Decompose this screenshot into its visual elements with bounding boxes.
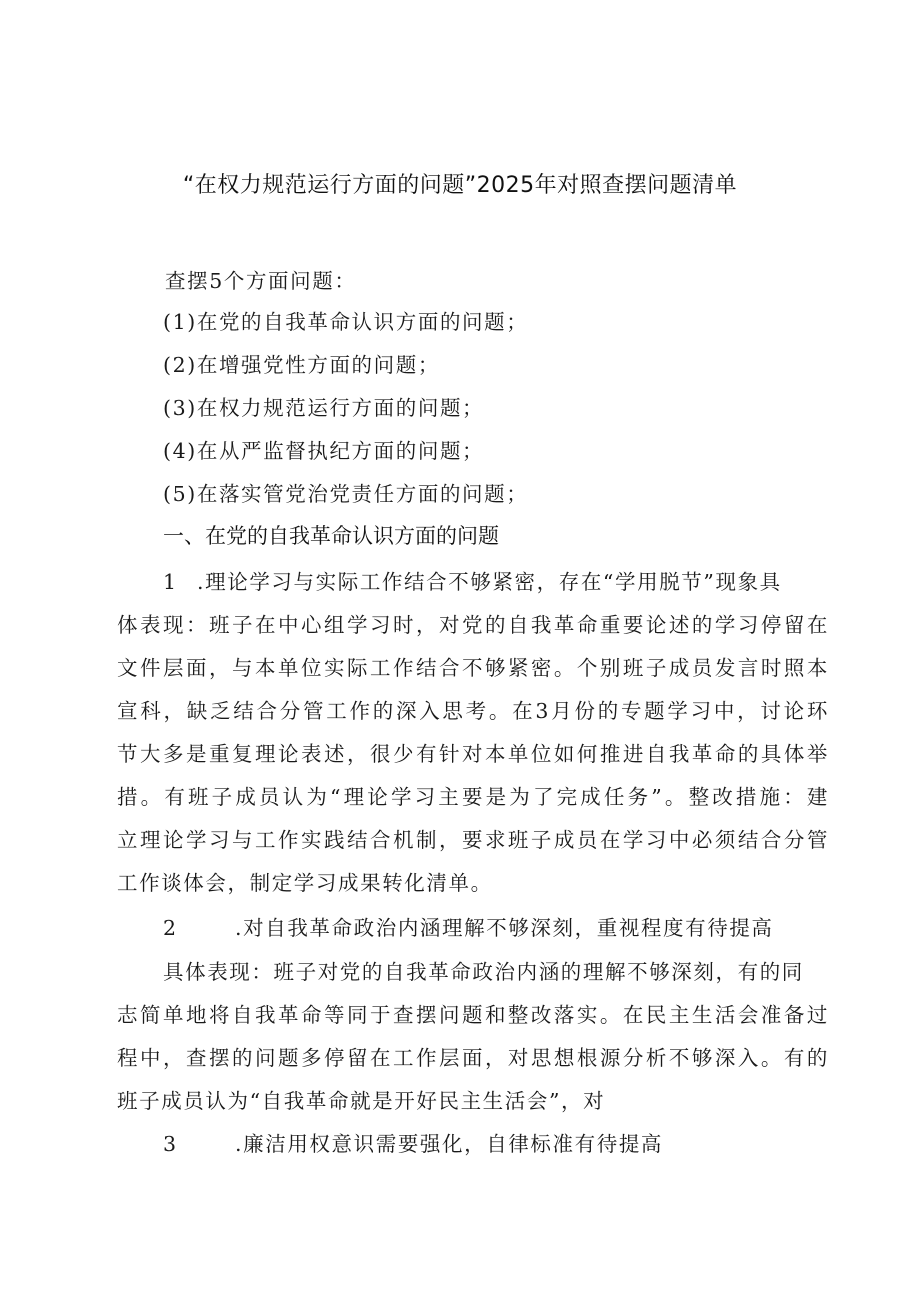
item-2-line: 程中，查摆的问题多停留在工作层面，对思想根源分析不够深入。有的: [117, 1046, 829, 1070]
item-1-number: 1: [163, 570, 178, 594]
item-2-title: .对自我革命政治内涵理解不够深刻，重视程度有待提高: [235, 916, 774, 940]
aspect-item-1: (1)在党的自我革命认识方面的问题；: [163, 310, 529, 334]
aspect-item-2: (2)在增强党性方面的问题；: [163, 353, 440, 377]
section-heading: 一、在党的自我革命认识方面的问题: [163, 524, 499, 548]
item-2-line: 志简单地将自我革命等同于查摆问题和整改落实。在民主生活会准备过: [117, 1003, 829, 1027]
item-3-title: .廉洁用权意识需要强化，自律标准有待提高: [235, 1132, 664, 1156]
item-1-text: .理论学习与实际工作结合不够紧密，存在“学用脱节”现象具: [197, 570, 782, 594]
item-2-title-line: [163, 911, 774, 941]
item-1-line: 体表现：班子在中心组学习时，对党的自我革命重要论述的学习停留在: [117, 613, 829, 637]
item-1-line: 文件层面，与本单位实际工作结合不够紧密。个别班子成员发言时照本: [117, 656, 829, 680]
item-1-first-line: [163, 565, 782, 595]
intro-text: 查摆5个方面问题：: [165, 269, 357, 293]
item-1-line: 立理论学习与工作实践结合机制，要求班子成员在学习中必须结合分管: [117, 828, 829, 852]
item-1-line: 宣科，缺乏结合分管工作的深入思考。在3月份的专题学习中，讨论环: [117, 699, 829, 723]
item-2-line: 具体表现：班子对党的自我革命政治内涵的理解不够深刻，有的同: [163, 960, 804, 984]
item-1-line: 节大多是重复理论表述，很少有针对本单位如何推进自我革命的具体举: [117, 742, 829, 766]
item-2-number: 2: [163, 916, 178, 940]
document-title: “在权力规范运行方面的问题”2025年对照查摆问题清单: [182, 173, 738, 198]
aspect-item-3: (3)在权力规范运行方面的问题；: [163, 396, 485, 420]
item-3-number: 3: [163, 1132, 178, 1156]
aspect-item-4: (4)在从严监督执纪方面的问题；: [163, 439, 485, 463]
item-1-line: 措。有班子成员认为“理论学习主要是为了完成任务”。整改措施：建: [117, 785, 829, 809]
aspect-item-5: (5)在落实管党治党责任方面的问题；: [163, 482, 529, 506]
item-2-line: 班子成员认为“自我革命就是开好民主生活会”，对: [117, 1089, 606, 1113]
item-3-title-line: [163, 1127, 663, 1157]
item-1-line: 工作谈体会，制定学习成果转化清单。: [117, 871, 493, 895]
